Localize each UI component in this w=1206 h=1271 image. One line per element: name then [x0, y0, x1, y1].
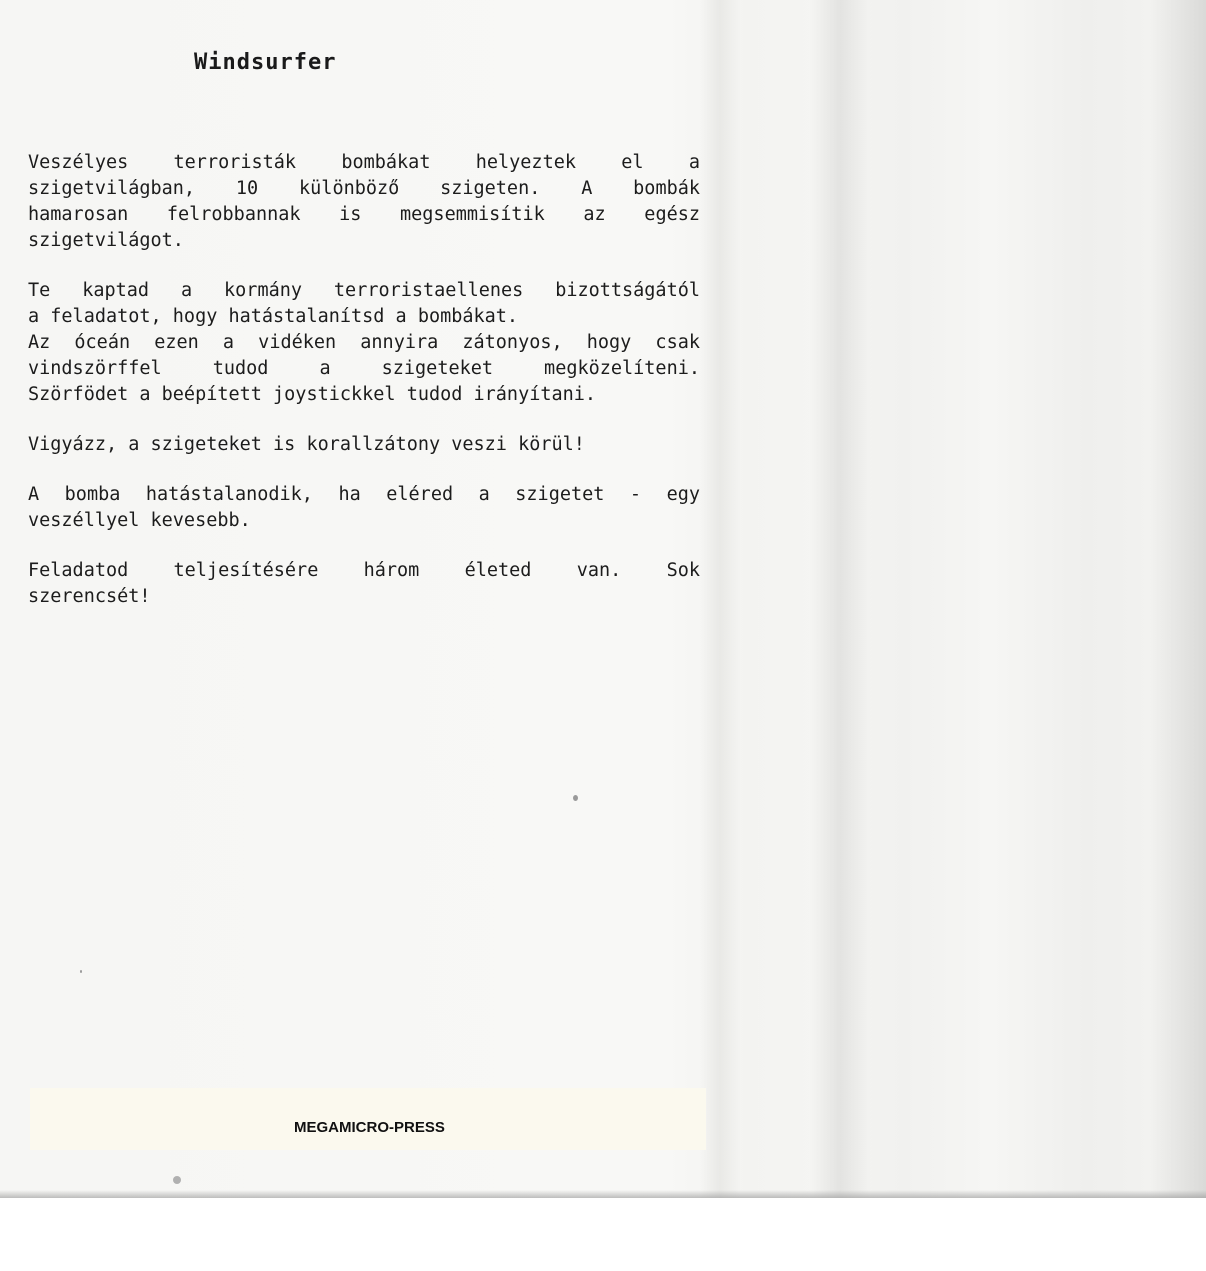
paper-fold: [810, 0, 870, 1198]
paper-fold: [700, 0, 740, 1198]
text-line: Vigyázz, a szigeteket is korallzátony veszi körül!: [28, 434, 585, 455]
text-line: Feladatod teljesítésére három életed van. Sok: [28, 560, 700, 581]
paragraph-lives: [28, 558, 700, 610]
text-line: a feladatot, hogy hatástalanítsd a bombákat.: [28, 306, 519, 327]
text-line: Szörfödet a beépített joystickkel tudod irányítani.: [28, 384, 597, 405]
text-line: szerencsét!: [28, 586, 151, 607]
text-line: Te kaptad a kormány terroristaellenes bizottságától: [28, 280, 700, 301]
page-title: Windsurfer: [194, 50, 337, 75]
text-line: veszéllyel kevesebb.: [28, 510, 251, 531]
paragraph-intro: [28, 150, 700, 254]
text-line: szigetvilágot.: [28, 230, 184, 251]
text-line: Az óceán ezen a vidéken annyira zátonyos, hogy csak: [28, 332, 700, 353]
text-line: Veszélyes terroristák bombákat helyeztek el a: [28, 152, 700, 173]
paper-speck: [173, 1176, 181, 1184]
text-line: szigetvilágban, 10 különböző szigeten. A bombák: [28, 178, 700, 199]
paragraph-defuse: [28, 482, 700, 534]
paragraph-mission: [28, 278, 700, 408]
paper-speck: [80, 970, 82, 973]
paper-fold: [1150, 0, 1206, 1198]
text-line: hamarosan felrobbannak is megsemmisítik az egész: [28, 204, 700, 225]
text-line: vindszörffel tudod a szigeteket megközelíteni.: [28, 358, 700, 379]
paragraph-warning: [28, 432, 700, 458]
body-text: [28, 150, 700, 634]
text-line: A bomba hatástalanodik, ha eléred a szigetet - egy: [28, 484, 700, 505]
page-bottom-edge: [0, 1190, 1206, 1198]
paper-speck: [573, 795, 578, 801]
publisher-name: MEGAMICRO-PRESS: [294, 1119, 445, 1136]
